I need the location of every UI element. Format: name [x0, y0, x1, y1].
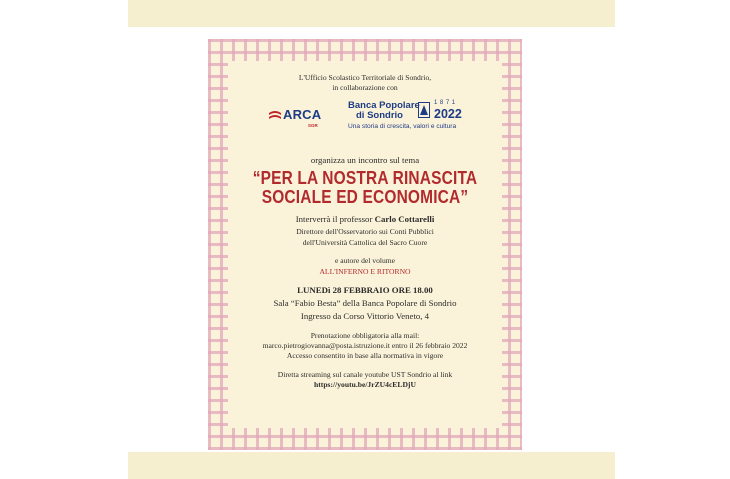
bank-tagline: Una storia di crescita, valori e cultura	[348, 123, 457, 130]
speaker-name: Carlo Cottarelli	[374, 214, 435, 224]
bank-logo	[348, 99, 488, 133]
event-date-time: LUNEDì 28 FEBBRAIO ORE 18.00	[297, 285, 433, 295]
streaming-link[interactable]: https://youtu.be/JrZU4cELDjU	[314, 380, 416, 389]
header-organizer: L'Ufficio Scolastico Territoriale di Sondrio,	[298, 73, 432, 82]
speaker-prefix: Interverrà il professor	[295, 214, 373, 224]
header-collaboration: in collaborazione con	[332, 83, 398, 92]
sponsor-logos	[268, 99, 478, 133]
bottom-background-strip	[128, 452, 615, 479]
booking-email-line: marco.pietrogiovanna@posta.istruzione.it entro il 26 febbraio 2022	[262, 341, 468, 350]
bank-emblem-icon	[418, 102, 430, 118]
bank-founding-year: 1871	[434, 100, 458, 106]
bank-name: Banca Popolare di Sondrio	[348, 100, 420, 121]
booking-line-1: Prenotazione obbligatoria alla mail:	[310, 331, 420, 340]
book-title: ALL'INFERNO E RITORNO	[319, 267, 411, 276]
arca-logo	[268, 107, 328, 131]
speaker-role-2: dell'Università Cattolica del Sacro Cuore	[302, 238, 428, 247]
top-background-strip	[128, 0, 615, 27]
arca-name: ARCA	[283, 107, 322, 122]
arca-sub: SGR	[308, 123, 318, 128]
event-poster	[208, 39, 522, 450]
event-title-line2: SOCIALE ED ECONOMICA”	[261, 187, 469, 207]
venue-line-2: Ingresso da Corso Vittorio Veneto, 4	[300, 311, 430, 321]
speaker-role-1: Direttore dell'Osservatorio sui Conti Pubblici	[296, 227, 434, 236]
organizza-line: organizza un incontro sul tema	[310, 155, 420, 165]
venue-line-1: Sala “Fabio Besta” della Banca Popolare di Sondrio	[273, 298, 457, 308]
booking-line-3: Accesso consentito in base alla normativa in vigore	[286, 351, 444, 360]
arca-mark-icon	[268, 109, 282, 121]
bank-anniversary-year: 2022	[434, 107, 462, 121]
author-line: e autore del volume	[334, 256, 396, 265]
event-title-line1: “PER LA NOSTRA RINASCITA	[252, 168, 478, 188]
streaming-line: Diretta streaming sul canale youtube UST Sondrio al link	[277, 370, 453, 379]
speaker-line	[228, 214, 502, 224]
poster-content	[228, 61, 502, 428]
